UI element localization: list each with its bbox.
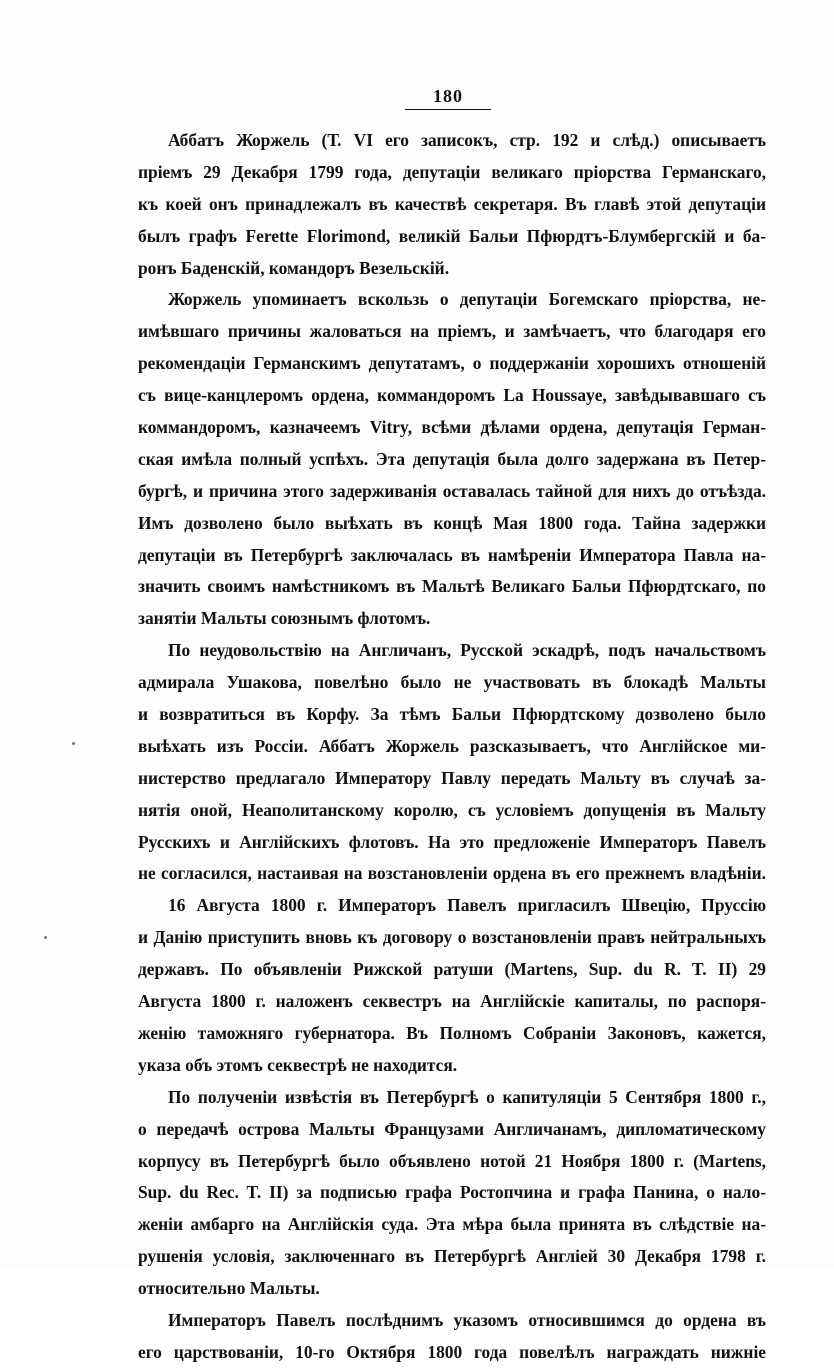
text-line: и возвратиться въ Корфу. За тѣмъ Бальи Пфюрдтскому дозволено было: [138, 704, 766, 725]
text-line: женіи амбарго на Англійскія суда. Эта мѣра была принята въ слѣдствіе на-: [138, 1214, 766, 1235]
text-line: выѣхать изъ Россіи. Аббатъ Жоржель разсказываетъ, что Англійское ми-: [138, 735, 766, 756]
text-line: Жоржель упоминаетъ вскользь о депутаціи Богемскаго пріорства, не-: [168, 289, 766, 310]
text-line: къ коей онъ принадлежалъ въ качествѣ секретаря. Въ главѣ этой депутаціи: [138, 193, 766, 214]
paragraph: [138, 284, 766, 635]
text-line: корпусу въ Петербургѣ было объявлено нотой 21 Ноября 1800 г. (Martens,: [138, 1150, 766, 1171]
text-line: 16 Августа 1800 г. Императоръ Павелъ пригласилъ Швецію, Пруссію: [168, 895, 766, 916]
text-line: ская имѣла полный успѣхъ. Эта депутація была долго задержана въ Петер-: [138, 448, 766, 469]
paragraph: [138, 1082, 766, 1305]
text-line: нятія оной, Неаполитанскому королю, съ условіемъ допущенія въ Мальту: [138, 799, 766, 820]
text-line: Имъ дозволено было выѣхать въ концѣ Мая 1800 года. Тайна задержки: [138, 512, 766, 533]
text-line: рушенія условія, заключеннаго въ Петербургѣ Англіей 30 Декабря 1798 г.: [138, 1246, 766, 1267]
text-line: Императоръ Павелъ послѣднимъ указомъ относившимся до ордена въ: [168, 1309, 766, 1330]
text-line: Русскихъ и Англійскихъ флотовъ. На это предложеніе Императоръ Павелъ: [138, 831, 766, 852]
text-line: бургѣ, и причина этого задерживанія оставалась тайной для нихъ до отъѣзда.: [138, 480, 766, 501]
text-line: съ вице-канцлеромъ ордена, коммандоромъ La Houssaye, завѣдывавшаго съ: [138, 385, 766, 406]
paragraph: [138, 890, 766, 1081]
text-line: не согласился, настаивая на возстановленіи ордена въ его прежнемъ владѣніи.: [138, 863, 766, 884]
text-line: имѣвшаго причины жаловаться на пріемъ, и замѣчаетъ, что благодаря его: [138, 321, 766, 342]
text-line: женію таможняго губернатора. Въ Полномъ Собраніи Законовъ, кажется,: [138, 1022, 766, 1043]
text-line: Аббатъ Жоржель (Т. VI его записокъ, стр. 192 и слѣд.) описываетъ: [168, 130, 766, 150]
paragraph: [138, 635, 766, 890]
page-number-underline: [405, 109, 491, 110]
text-line: относительно Мальты.: [138, 1278, 320, 1299]
text-line: коммандоромъ, казначеемъ Vitry, всѣми дѣлами ордена, депутація Герман-: [138, 417, 766, 438]
margin-speck: [44, 936, 47, 939]
text-line: депутаціи въ Петербургѣ заключалась въ намѣреніи Императора Павла на-: [138, 544, 766, 565]
text-line: По полученіи извѣстія въ Петербургѣ о капитуляціи 5 Сентября 1800 г.,: [168, 1086, 766, 1107]
text-line: его царствованіи, 10-го Октября 1800 года повелѣлъ награждать нижніе: [138, 1341, 766, 1362]
text-line: указа объ этомъ секвестрѣ не находится.: [138, 1054, 458, 1075]
text-line: Sup. du Rec. T. II) за подписью графа Ростопчина и графа Панина, о нало-: [138, 1182, 766, 1203]
body-text: [138, 125, 766, 1369]
text-line: державъ. По объявленіи Рижской ратуши (Martens, Sup. du R. T. II) 29: [138, 959, 766, 980]
text-line: адмирала Ушакова, повелѣно было не участвовать въ блокадѣ Мальты: [138, 672, 766, 693]
text-line: рекомендаціи Германскимъ депутатамъ, о поддержаніи хорошихъ отношеній: [138, 353, 766, 374]
text-line: былъ графъ Ferette Florimond, великій Бальи Пфюрдтъ-Блумбергскій и ба-: [138, 225, 766, 246]
text-line: нистерство предлагало Императору Павлу передать Мальту въ случаѣ за-: [138, 767, 766, 788]
paragraph: [138, 125, 766, 284]
paragraph: [138, 1305, 766, 1369]
text-line: пріемъ 29 Декабря 1799 года, депутаціи великаго пріорства Германскаго,: [138, 161, 766, 182]
page-number: 180: [433, 86, 463, 106]
text-line: Августа 1800 г. наложенъ секвестръ на Англійскіе капиталы, по распоря-: [138, 991, 766, 1012]
page-header: [404, 86, 492, 110]
text-line: значить своимъ намѣстникомъ въ Мальтѣ Великаго Бальи Пфюрдтскаго, по: [138, 576, 766, 597]
margin-speck: [72, 742, 75, 745]
text-line: и Данію приступить вновь къ договору о возстановленіи правъ нейтральныхъ: [138, 927, 766, 948]
text-line: По неудовольствію на Англичанъ, Русской эскадрѣ, подъ начальствомъ: [168, 640, 766, 661]
text-line: о передачѣ острова Мальты Французами Англичанамъ, дипломатическому: [138, 1118, 766, 1139]
text-line: ронъ Баденскій, командоръ Везельскій.: [138, 257, 450, 278]
text-line: занятіи Мальты союзнымъ флотомъ.: [138, 608, 431, 629]
